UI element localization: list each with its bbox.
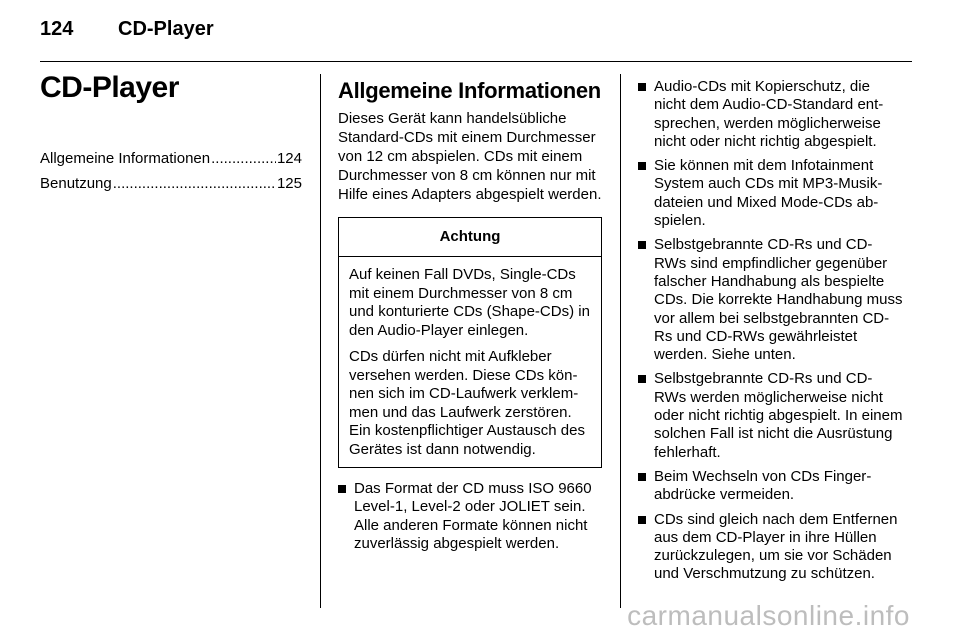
section-title: Allgemeine Informationen [338,78,601,103]
square-bullet-icon [638,83,646,91]
toc-leader-dots [113,171,276,196]
column-divider-2 [620,74,621,608]
list-item-text: Audio-CDs mit Kopierschutz, die nicht dem Audio-CD-Standard entsprechen, werden möglicherweise nicht oder nicht richtig abgespielt. [654,78,884,150]
toc-entry-page: 124 [276,150,302,167]
square-bullet-icon [638,162,646,170]
bullet-list-col3 [638,78,904,584]
list-item [638,511,904,584]
toc-entry-page: 125 [276,175,302,192]
column-section [338,78,604,559]
list-item-text: Sie können mit dem Infotainment System auch CDs mit MP3-Musikdateien und Mixed Mode-CDs abspielen. [654,157,883,230]
running-title: CD-Player [118,18,214,40]
list-item [338,480,604,553]
warning-body [339,257,601,467]
list-item-text: Selbstgebrannte CD-Rs und CD-RWs werden möglicherweise nicht oder nicht richtig abgespielt. In einem solchen Fall ist nicht die Ausrüstung fehlerhaft. [654,370,903,461]
warning-box [338,217,602,468]
list-item-text: CDs sind gleich nach dem Entfernen aus dem CD-Player in ihre Hüllen zurückzulegen, um sie vor Schäden und Verschmutzung zu schützen. [654,510,898,583]
chapter-title: CD-Player [40,71,179,104]
header-rule [40,61,912,62]
list-item-text: Das Format der CD muss ISO 9660 Level-1, Level-2 oder JOLIET sein. Alle anderen Formate können nicht zuverlässig abgespielt werden. [354,480,592,552]
toc-entry[interactable] [40,146,302,171]
square-bullet-icon [638,375,646,383]
site-watermark: carmanualsonline.info [627,600,910,631]
chapter-toc [40,146,302,196]
bullet-list-col2 [338,480,604,553]
square-bullet-icon [638,241,646,249]
intro-paragraph: Dieses Gerät kann handelsübliche Standard-CDs mit einem Durchmesser von 12 cm abspielen. CDs mit einem Durchmesser von 8 cm können nur mit Hilfe eines Adapters abgespielt werden. [338,110,602,203]
warning-paragraph: CDs dürfen nicht mit Aufkleber versehen werden. Diese CDs können sich im CD-Laufwerk verklemmen und das Laufwerk zerstören. Ein kostenpflichtiger Austausch des Gerätes ist dann notwendig. [349,348,585,458]
column-chapter [40,71,302,196]
toc-entry-label: Allgemeine Informationen [40,150,211,167]
toc-leader-dots [211,146,276,171]
square-bullet-icon [638,516,646,524]
square-bullet-icon [338,485,346,493]
page-number: 124 [40,18,74,40]
list-item [638,370,904,461]
list-item-text: Selbstgebrannte CD-Rs und CD-RWs sind empfindlicher gegenüber falscher Handhabung als bespielte CDs. Die korrekte Handhabung muss vor allem bei selbstgebrannten CD-Rs und CD-RWs gewährleistet werden. Siehe unten. [654,236,903,364]
list-item [638,236,904,364]
toc-entry[interactable] [40,171,302,196]
list-item [638,157,904,230]
warning-paragraph: Auf keinen Fall DVDs, Single-CDs mit einem Durchmesser von 8 cm und konturierte CDs (Shape-CDs) in den Audio-Player einlegen. [349,266,590,339]
list-item [638,468,904,505]
column-notes [638,78,904,590]
warning-heading: Achtung [339,218,601,257]
toc-entry-label: Benutzung [40,175,112,192]
square-bullet-icon [638,473,646,481]
list-item-text: Beim Wechseln von CDs Fingerabdrücke vermeiden. [654,467,872,504]
list-item [638,78,904,151]
column-divider-1 [320,74,321,608]
